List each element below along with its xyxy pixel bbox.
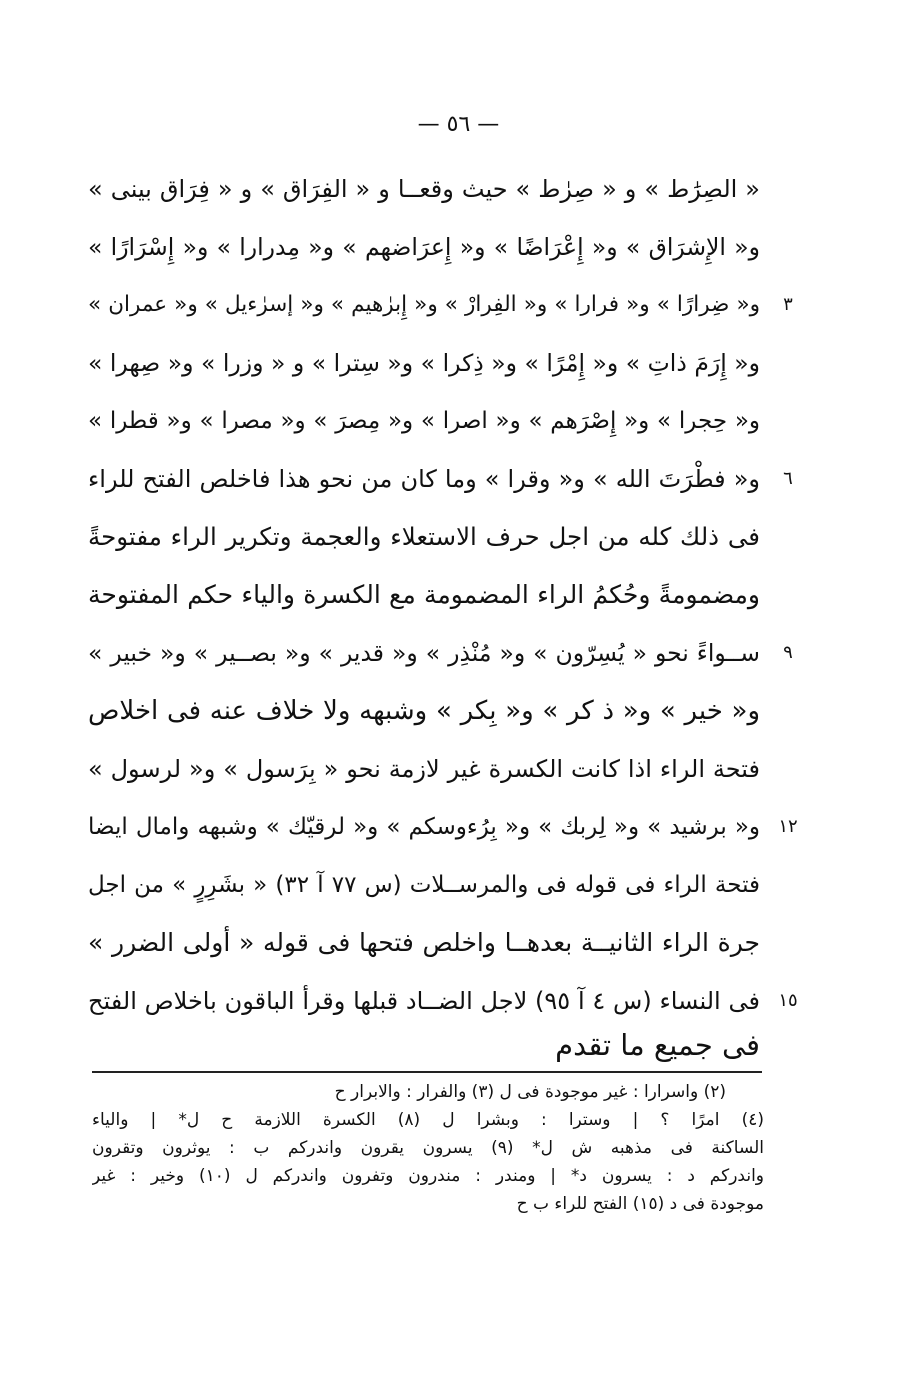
text-line: ومضمومةً وحُكمُ الراء المضمومة مع الكسرة والياء حكم المفتوحة	[88, 580, 760, 609]
text-line: ســواءً نحو « يُسِرّون » و« مُنْذِر » و« قدير » و« بصــير » و« خبير »	[88, 639, 760, 667]
text-line: فى ذلك كله من اجل حرف الاستعلاء والعجمة وتكرير الراء مفتوحةً	[88, 522, 760, 551]
footnote-line: موجودة فى د (١٥) الفتح للراء ب ح	[516, 1194, 764, 1214]
text-line: و« برشيد » و« لِربك » و« بِرُءوسكم » و« لرقيّك » وشبهه وامال ايضا	[88, 814, 760, 840]
text-line: فتحة الراء فى قوله فى والمرســلات (س ٧٧ آ ٣٢) « بشَرِرٍ » من اجل	[88, 872, 760, 898]
footnote-divider	[92, 1071, 762, 1073]
line-number: ٣	[783, 294, 793, 315]
text-line: فتحة الراء اذا كانت الكسرة غير لازمة نحو « بِرَسول » و« لرسول »	[88, 755, 760, 783]
text-line: و« إِرَمَ ذاتِ » و« إِمْرًا » و« ذِكرا » و« سِترا » و « وزرا » و« صِهرا »	[88, 349, 760, 377]
text-line: و« ضِرارًا » و« فرارا » و« الفِرارْ » و« إِبرٰهيم » و« إسرٰءيل » و« عمران »	[88, 292, 760, 317]
text-line: و« خير » و« ذ كر » و« بِكر » وشبهه ولا خلاف عنه فى اخلاص	[88, 696, 760, 726]
text-line: « الصِرَٰط » و « صِرٰط » حيث وقعــا و « الفِرَاق » و « فِرَاق بينى »	[88, 175, 760, 203]
footnote-line: واندركم د : يسرون د* | ومندر : مندرون وتفرون واندركم ل (١٠) وخير : غير	[92, 1166, 764, 1186]
text-line: و« حِجرا » و« إِصْرَهم » و« اصرا » و« مِصرَ » و« مصرا » و« قطرا »	[88, 408, 760, 434]
line-number: ٩	[783, 642, 793, 663]
footnote-line: (٢) واسرارا : غير موجودة فى ل (٣) والفرار : والابرار ح	[334, 1082, 726, 1102]
line-number: ١٢	[778, 816, 798, 837]
footnote-line: الساكنة فى مذهبه ش ل* (٩) يسرون يقرون واندركم ب : يوثرون وتقرون	[92, 1138, 764, 1158]
text-line: جرة الراء الثانيــة بعدهــا واخلص فتحها فى قوله « أولى الضرر »	[88, 928, 760, 957]
page-number: — ٥٦ —	[417, 112, 500, 137]
line-number: ١٥	[778, 990, 798, 1011]
footnote-line: (٤) امرًا ؟ | وسترا : وبشرا ل (٨) الكسرة اللازمة ح ل* | والياء	[92, 1110, 764, 1130]
line-number: ٦	[783, 468, 793, 489]
text-line: و« الإِشرَاق » و« إِعْرَاضًا » و« إِعرَاضهم » و« مِدرارا » و« إِسْرَارًا »	[88, 233, 760, 261]
text-line: و« فطْرَتَ الله » و« وقرا » وما كان من نحو هذا فاخلص الفتح للراء	[88, 465, 760, 493]
text-line: فى النساء (س ٤ آ ٩٥) لاجل الضــاد قبلها وقرأ الباقون باخلاص الفتح	[88, 987, 760, 1015]
text-line: فى جميع ما تقدم	[555, 1028, 760, 1062]
